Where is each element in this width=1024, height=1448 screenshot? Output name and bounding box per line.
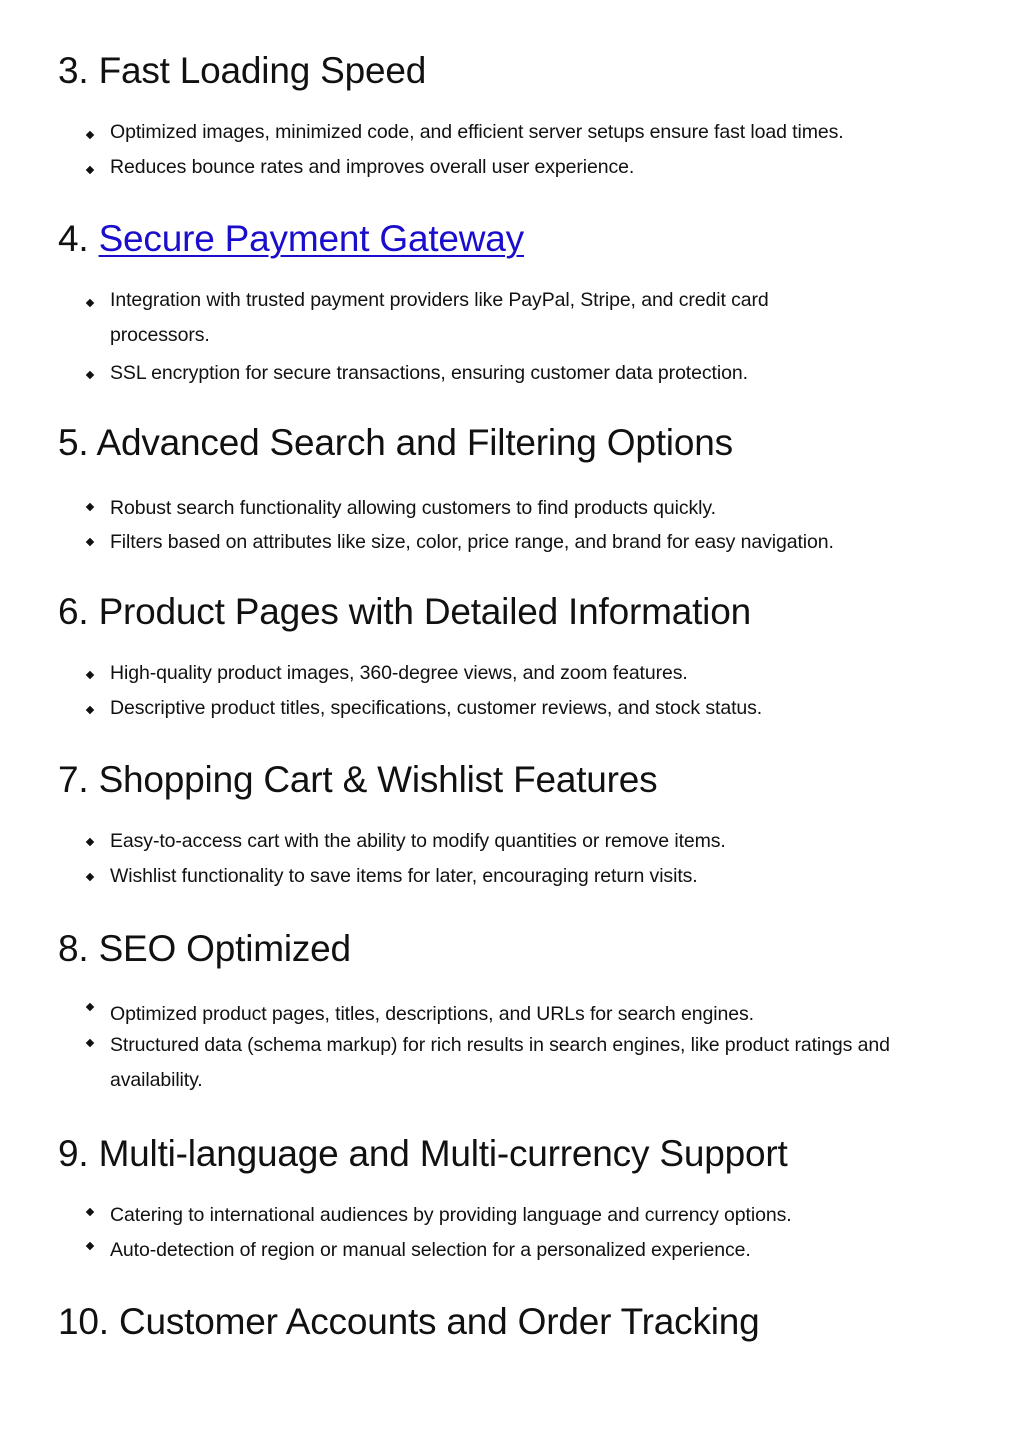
list-item: Easy-to-access cart with the ability to modify quantities or remove items.: [110, 830, 726, 852]
section-heading-fast-loading-speed: [58, 49, 426, 93]
bullet-icon: [86, 838, 94, 846]
list-item: Auto-detection of region or manual selection for a personalized experience.: [110, 1239, 751, 1261]
bullet-icon: [86, 1003, 94, 1011]
list-item: High-quality product images, 360-degree views, and zoom features.: [110, 662, 688, 684]
section-heading-product-pages: [58, 590, 751, 634]
section-heading-multi-language: [58, 1132, 788, 1176]
list-item: Catering to international audiences by providing language and currency options.: [110, 1204, 792, 1226]
section-number: 4.: [58, 218, 89, 259]
section-heading-advanced-search: [58, 421, 733, 465]
section-heading-shopping-cart: [58, 758, 657, 802]
bullet-icon: [86, 1242, 94, 1250]
list-item: Robust search functionality allowing customers to find products quickly.: [110, 497, 716, 519]
list-item: Filters based on attributes like size, color, price range, and brand for easy navigation.: [110, 531, 834, 553]
secure-payment-gateway-link[interactable]: Secure Payment Gateway: [98, 218, 524, 259]
list-item: Descriptive product titles, specifications, customer reviews, and stock status.: [110, 697, 763, 719]
section-title: Multi-language and Multi-currency Support: [98, 1133, 788, 1174]
bullet-icon: [86, 671, 94, 679]
section-title: Customer Accounts and Order Tracking: [118, 1301, 760, 1342]
bullet-icon: [86, 538, 94, 546]
section-title: Product Pages with Detailed Information: [98, 591, 751, 632]
bullet-icon: [86, 1039, 94, 1047]
list-item: Optimized product pages, titles, descriptions, and URLs for search engines.: [110, 1003, 754, 1025]
list-item: SSL encryption for secure transactions, ensuring customer data protection.: [110, 362, 748, 384]
bullet-icon: [86, 131, 94, 139]
section-title: Fast Loading Speed: [98, 50, 427, 91]
bullet-icon: [86, 873, 94, 881]
section-heading-customer-accounts: [58, 1300, 760, 1344]
bullet-icon: [86, 166, 94, 174]
section-number: 8.: [58, 928, 89, 969]
section-heading-secure-payment-gateway: [58, 217, 524, 261]
section-number: 10.: [58, 1301, 109, 1342]
section-number: 5.: [58, 422, 89, 463]
bullet-icon: [86, 371, 94, 379]
list-item: Structured data (schema markup) for rich results in search engines, like product ratings and availability.: [110, 1034, 890, 1091]
list-item: Wishlist functionality to save items for later, encouraging return visits.: [110, 865, 698, 887]
section-number: 3.: [58, 50, 89, 91]
bullet-icon: [86, 503, 94, 511]
section-title: Advanced Search and Filtering Options: [96, 422, 733, 463]
list-item: Optimized images, minimized code, and efficient server setups ensure fast load times.: [110, 121, 844, 143]
list-item: Reduces bounce rates and improves overall user experience.: [110, 156, 635, 178]
section-number: 7.: [58, 759, 89, 800]
bullet-icon: [86, 706, 94, 714]
bullet-icon: [86, 1208, 94, 1216]
section-heading-seo-optimized: [58, 927, 351, 971]
section-title: SEO Optimized: [98, 928, 351, 969]
bullet-icon: [86, 299, 94, 307]
section-title: Shopping Cart & Wishlist Features: [98, 759, 658, 800]
list-item: Integration with trusted payment providers like PayPal, Stripe, and credit card processors.: [110, 289, 769, 346]
section-number: 9.: [58, 1133, 89, 1174]
section-number: 6.: [58, 591, 89, 632]
